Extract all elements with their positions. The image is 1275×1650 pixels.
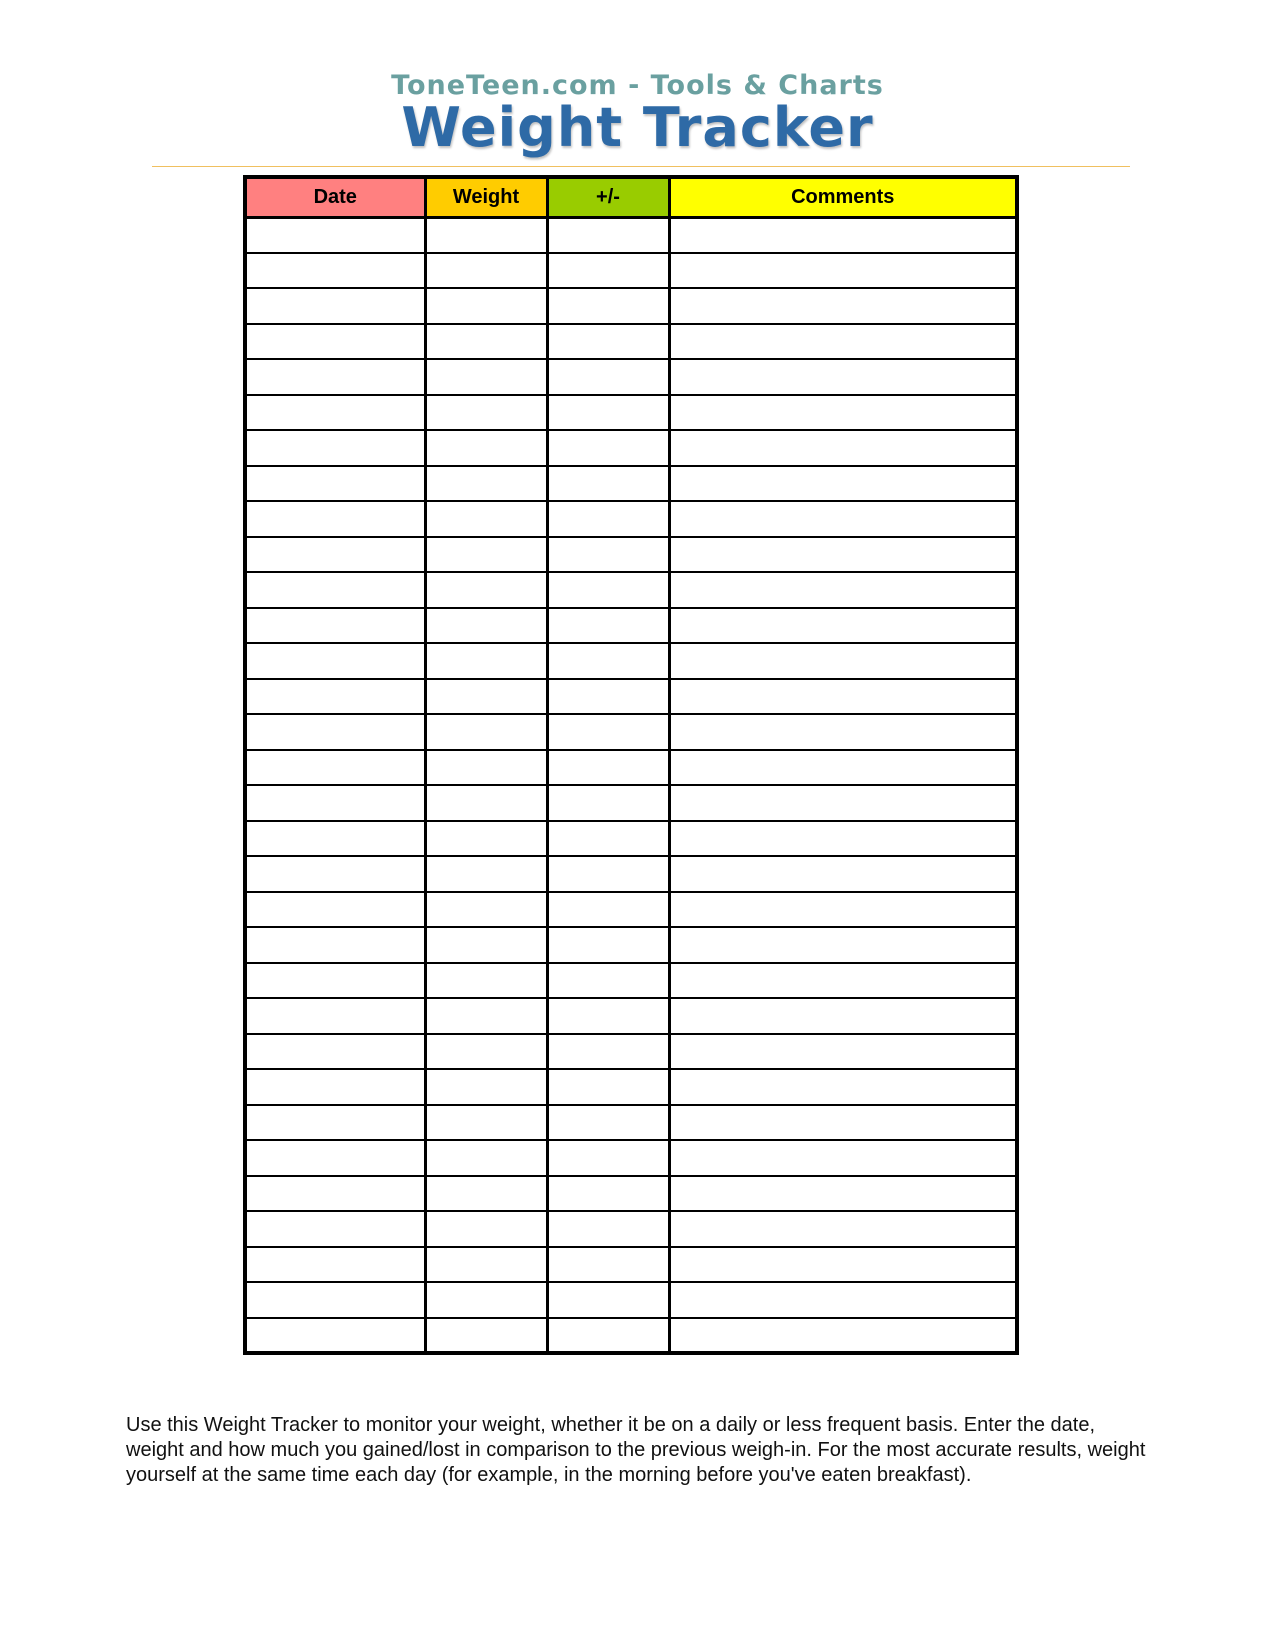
- cell-change[interactable]: [547, 821, 669, 857]
- cell-date[interactable]: [245, 1140, 425, 1176]
- table-row: [245, 998, 1017, 1034]
- table-row: [245, 537, 1017, 573]
- cell-comments[interactable]: [669, 466, 1017, 502]
- cell-date[interactable]: [245, 572, 425, 608]
- cell-weight[interactable]: [425, 288, 547, 324]
- cell-weight[interactable]: [425, 998, 547, 1034]
- table-row: [245, 253, 1017, 289]
- cell-comments[interactable]: [669, 1105, 1017, 1141]
- cell-date[interactable]: [245, 1105, 425, 1141]
- cell-comments[interactable]: [669, 359, 1017, 395]
- cell-weight[interactable]: [425, 501, 547, 537]
- cell-change[interactable]: [547, 1176, 669, 1212]
- table-row: [245, 466, 1017, 502]
- cell-weight[interactable]: [425, 253, 547, 289]
- cell-date[interactable]: [245, 643, 425, 679]
- cell-change[interactable]: [547, 679, 669, 715]
- cell-weight[interactable]: [425, 466, 547, 502]
- cell-change[interactable]: [547, 714, 669, 750]
- cell-weight[interactable]: [425, 1211, 547, 1247]
- table-row: [245, 359, 1017, 395]
- cell-date[interactable]: [245, 963, 425, 999]
- cell-weight[interactable]: [425, 324, 547, 360]
- table-row: [245, 1211, 1017, 1247]
- cell-weight[interactable]: [425, 856, 547, 892]
- cell-date[interactable]: [245, 537, 425, 573]
- cell-change[interactable]: [547, 1211, 669, 1247]
- cell-weight[interactable]: [425, 430, 547, 466]
- table-row: [245, 750, 1017, 786]
- cell-comments[interactable]: [669, 253, 1017, 289]
- cell-change[interactable]: [547, 324, 669, 360]
- cell-weight[interactable]: [425, 1034, 547, 1070]
- cell-change[interactable]: [547, 1034, 669, 1070]
- cell-date[interactable]: [245, 856, 425, 892]
- column-header-weight: Weight: [425, 177, 547, 217]
- table-row: [245, 714, 1017, 750]
- cell-weight[interactable]: [425, 217, 547, 253]
- cell-date[interactable]: [245, 1034, 425, 1070]
- cell-date[interactable]: [245, 821, 425, 857]
- cell-date[interactable]: [245, 1282, 425, 1318]
- cell-date[interactable]: [245, 1176, 425, 1212]
- table-row: [245, 1034, 1017, 1070]
- table-row: [245, 1105, 1017, 1141]
- cell-comments[interactable]: [669, 1211, 1017, 1247]
- cell-comments[interactable]: [669, 1140, 1017, 1176]
- table-row: [245, 892, 1017, 928]
- cell-comments[interactable]: [669, 892, 1017, 928]
- cell-comments[interactable]: [669, 324, 1017, 360]
- cell-change[interactable]: [547, 253, 669, 289]
- cell-comments[interactable]: [669, 821, 1017, 857]
- cell-weight[interactable]: [425, 1176, 547, 1212]
- cell-change[interactable]: [547, 359, 669, 395]
- cell-weight[interactable]: [425, 395, 547, 431]
- cell-change[interactable]: [547, 430, 669, 466]
- page-title: Weight Tracker: [401, 96, 874, 159]
- cell-change[interactable]: [547, 1318, 669, 1354]
- cell-change[interactable]: [547, 217, 669, 253]
- cell-weight[interactable]: [425, 1069, 547, 1105]
- cell-date[interactable]: [245, 927, 425, 963]
- cell-change[interactable]: [547, 288, 669, 324]
- cell-date[interactable]: [245, 430, 425, 466]
- table-row: [245, 821, 1017, 857]
- table-row: [245, 217, 1017, 253]
- cell-date[interactable]: [245, 679, 425, 715]
- cell-comments[interactable]: [669, 963, 1017, 999]
- cell-change[interactable]: [547, 892, 669, 928]
- table-row: [245, 608, 1017, 644]
- cell-weight[interactable]: [425, 821, 547, 857]
- column-header-change: +/-: [547, 177, 669, 217]
- cell-date[interactable]: [245, 608, 425, 644]
- cell-comments[interactable]: [669, 998, 1017, 1034]
- cell-comments[interactable]: [669, 1282, 1017, 1318]
- table-row: [245, 1069, 1017, 1105]
- cell-weight[interactable]: [425, 927, 547, 963]
- cell-weight[interactable]: [425, 963, 547, 999]
- table-row: [245, 679, 1017, 715]
- cell-weight[interactable]: [425, 714, 547, 750]
- table-row: [245, 963, 1017, 999]
- cell-change[interactable]: [547, 643, 669, 679]
- cell-comments[interactable]: [669, 927, 1017, 963]
- cell-date[interactable]: [245, 395, 425, 431]
- cell-date[interactable]: [245, 253, 425, 289]
- table-row: [245, 572, 1017, 608]
- cell-date[interactable]: [245, 998, 425, 1034]
- table-row: [245, 501, 1017, 537]
- column-header-date: Date: [245, 177, 425, 217]
- cell-change[interactable]: [547, 856, 669, 892]
- cell-comments[interactable]: [669, 714, 1017, 750]
- table-row: [245, 324, 1017, 360]
- cell-change[interactable]: [547, 963, 669, 999]
- cell-change[interactable]: [547, 537, 669, 573]
- cell-change[interactable]: [547, 1140, 669, 1176]
- cell-weight[interactable]: [425, 643, 547, 679]
- header-divider: [152, 166, 1130, 167]
- cell-weight[interactable]: [425, 1318, 547, 1354]
- table-row: [245, 1176, 1017, 1212]
- cell-comments[interactable]: [669, 572, 1017, 608]
- cell-comments[interactable]: [669, 643, 1017, 679]
- cell-weight[interactable]: [425, 785, 547, 821]
- table-row: [245, 643, 1017, 679]
- cell-change[interactable]: [547, 501, 669, 537]
- cell-change[interactable]: [547, 998, 669, 1034]
- cell-weight[interactable]: [425, 750, 547, 786]
- cell-change[interactable]: [547, 572, 669, 608]
- table-row: [245, 288, 1017, 324]
- column-header-comments: Comments: [669, 177, 1017, 217]
- cell-date[interactable]: [245, 1069, 425, 1105]
- cell-comments[interactable]: [669, 608, 1017, 644]
- cell-date[interactable]: [245, 324, 425, 360]
- cell-change[interactable]: [547, 750, 669, 786]
- cell-change[interactable]: [547, 785, 669, 821]
- cell-date[interactable]: [245, 466, 425, 502]
- cell-comments[interactable]: [669, 785, 1017, 821]
- cell-date[interactable]: [245, 1247, 425, 1283]
- cell-weight[interactable]: [425, 537, 547, 573]
- table-row: [245, 856, 1017, 892]
- cell-weight[interactable]: [425, 1247, 547, 1283]
- cell-comments[interactable]: [669, 1318, 1017, 1354]
- cell-date[interactable]: [245, 785, 425, 821]
- table-row: [245, 430, 1017, 466]
- cell-change[interactable]: [547, 1069, 669, 1105]
- table-row: [245, 1282, 1017, 1318]
- cell-weight[interactable]: [425, 679, 547, 715]
- cell-date[interactable]: [245, 501, 425, 537]
- cell-date[interactable]: [245, 750, 425, 786]
- table-row: [245, 927, 1017, 963]
- cell-change[interactable]: [547, 608, 669, 644]
- table-body: [245, 217, 1017, 1353]
- cell-change[interactable]: [547, 927, 669, 963]
- cell-comments[interactable]: [669, 679, 1017, 715]
- cell-comments[interactable]: [669, 537, 1017, 573]
- cell-comments[interactable]: [669, 1034, 1017, 1070]
- cell-weight[interactable]: [425, 892, 547, 928]
- cell-weight[interactable]: [425, 572, 547, 608]
- cell-comments[interactable]: [669, 430, 1017, 466]
- table-row: [245, 785, 1017, 821]
- site-title: ToneTeen.com - Tools & Charts: [391, 70, 884, 101]
- cell-change[interactable]: [547, 395, 669, 431]
- cell-comments[interactable]: [669, 217, 1017, 253]
- cell-change[interactable]: [547, 1282, 669, 1318]
- cell-weight[interactable]: [425, 1282, 547, 1318]
- cell-change[interactable]: [547, 1105, 669, 1141]
- cell-comments[interactable]: [669, 856, 1017, 892]
- table-row: [245, 1318, 1017, 1354]
- cell-date[interactable]: [245, 892, 425, 928]
- cell-comments[interactable]: [669, 395, 1017, 431]
- table-row: [245, 1247, 1017, 1283]
- cell-weight[interactable]: [425, 1105, 547, 1141]
- cell-date[interactable]: [245, 359, 425, 395]
- cell-date[interactable]: [245, 288, 425, 324]
- cell-weight[interactable]: [425, 608, 547, 644]
- table-header-row: [245, 177, 1017, 217]
- cell-comments[interactable]: [669, 501, 1017, 537]
- instructions-text: Use this Weight Tracker to monitor your weight, whether it be on a daily or less frequent basis. Enter the date, weight and how much you gained/lost in comparison to the previous weigh-in. For the most accurate results, weight yourself at the same time each day (for example, in the morning before you've eaten breakfast).: [126, 1414, 1146, 1486]
- cell-weight[interactable]: [425, 359, 547, 395]
- cell-comments[interactable]: [669, 1176, 1017, 1212]
- cell-date[interactable]: [245, 1318, 425, 1354]
- cell-change[interactable]: [547, 1247, 669, 1283]
- cell-comments[interactable]: [669, 288, 1017, 324]
- weight-tracker-table: [243, 175, 1019, 1355]
- cell-comments[interactable]: [669, 750, 1017, 786]
- cell-weight[interactable]: [425, 1140, 547, 1176]
- cell-date[interactable]: [245, 1211, 425, 1247]
- table-row: [245, 395, 1017, 431]
- cell-comments[interactable]: [669, 1247, 1017, 1283]
- cell-change[interactable]: [547, 466, 669, 502]
- cell-date[interactable]: [245, 217, 425, 253]
- cell-comments[interactable]: [669, 1069, 1017, 1105]
- table-row: [245, 1140, 1017, 1176]
- cell-date[interactable]: [245, 714, 425, 750]
